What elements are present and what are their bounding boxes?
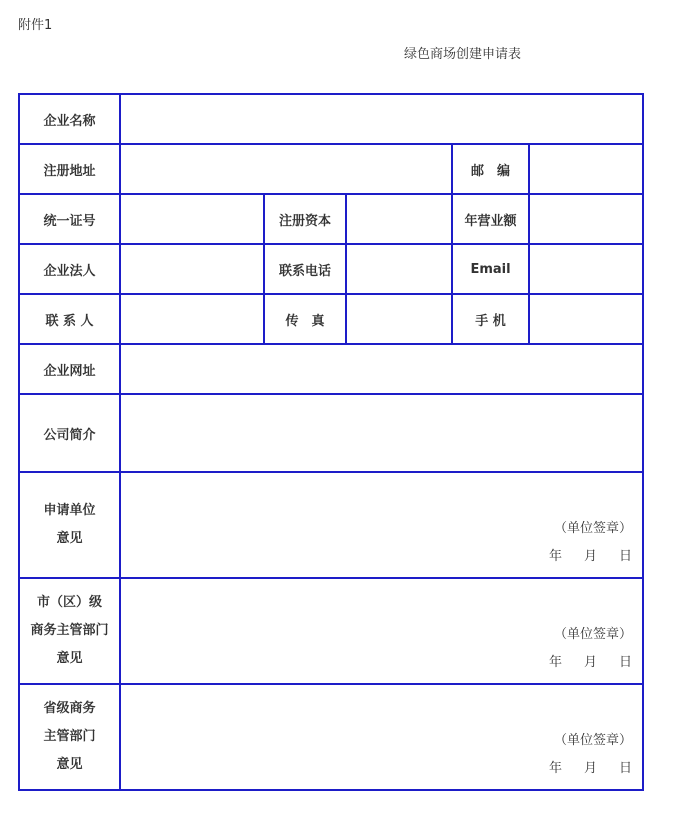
row-profile — [19, 394, 643, 472]
company-name-label: 企业名称 — [19, 94, 120, 144]
applicant-opinion-line: 申请单位 — [43, 503, 96, 518]
reg-capital-label: 注册资本 — [264, 194, 346, 244]
province-opinion-line: 省级商务 — [43, 701, 96, 716]
reg-capital-field[interactable] — [346, 194, 452, 244]
applicant-opinion-line: 意见 — [56, 531, 83, 546]
row-city-opinion — [19, 578, 643, 684]
email-field[interactable] — [529, 244, 643, 294]
company-name-field[interactable] — [120, 94, 643, 144]
mobile-label: 手 机 — [452, 294, 529, 344]
province-opinion-field[interactable] — [120, 684, 643, 790]
province-opinion-label — [19, 684, 120, 790]
date-line: 年 月 日 — [549, 549, 633, 564]
legal-rep-field[interactable] — [120, 244, 264, 294]
fax-field[interactable] — [346, 294, 452, 344]
contact-field[interactable] — [120, 294, 264, 344]
profile-label: 公司简介 — [19, 394, 120, 472]
row-website — [19, 344, 643, 394]
applicant-opinion-label — [19, 472, 120, 578]
website-field[interactable] — [120, 344, 643, 394]
row-legal-rep — [19, 244, 643, 294]
attachment-label: 附件1 — [18, 18, 53, 33]
province-opinion-line: 意见 — [56, 757, 83, 772]
row-contact — [19, 294, 643, 344]
row-credit-code — [19, 194, 643, 244]
city-opinion-field[interactable] — [120, 578, 643, 684]
signature-block — [549, 621, 632, 677]
address-label: 注册地址 — [19, 144, 120, 194]
date-line: 年 月 日 — [549, 761, 633, 776]
contact-label: 联 系 人 — [19, 294, 120, 344]
fax-label: 传 真 — [264, 294, 346, 344]
applicant-opinion-field[interactable] — [120, 472, 643, 578]
row-applicant-opinion — [19, 472, 643, 578]
legal-rep-label: 企业法人 — [19, 244, 120, 294]
annual-revenue-label: 年营业额 — [452, 194, 529, 244]
signature-block — [549, 727, 632, 783]
address-field[interactable] — [120, 144, 452, 194]
credit-code-field[interactable] — [120, 194, 264, 244]
city-opinion-line: 意见 — [56, 651, 83, 666]
phone-label: 联系电话 — [264, 244, 346, 294]
email-label: Email — [452, 244, 529, 294]
city-opinion-line: 市（区）级 — [36, 595, 102, 610]
row-province-opinion — [19, 684, 643, 790]
signature-label: （单位签章） — [554, 733, 633, 748]
row-address — [19, 144, 643, 194]
credit-code-label: 统一证号 — [19, 194, 120, 244]
signature-label: （单位签章） — [554, 627, 633, 642]
signature-label: （单位签章） — [554, 521, 633, 536]
postcode-label: 邮 编 — [452, 144, 529, 194]
city-opinion-label — [19, 578, 120, 684]
application-form-table — [18, 93, 644, 791]
form-title: 绿色商场创建申请表 — [404, 47, 522, 62]
annual-revenue-field[interactable] — [529, 194, 643, 244]
postcode-field[interactable] — [529, 144, 643, 194]
website-label: 企业网址 — [19, 344, 120, 394]
signature-block — [549, 515, 632, 571]
row-company-name — [19, 94, 643, 144]
date-line: 年 月 日 — [549, 655, 633, 670]
mobile-field[interactable] — [529, 294, 643, 344]
profile-field[interactable] — [120, 394, 643, 472]
city-opinion-line: 商务主管部门 — [30, 623, 109, 638]
province-opinion-line: 主管部门 — [43, 729, 96, 744]
phone-field[interactable] — [346, 244, 452, 294]
